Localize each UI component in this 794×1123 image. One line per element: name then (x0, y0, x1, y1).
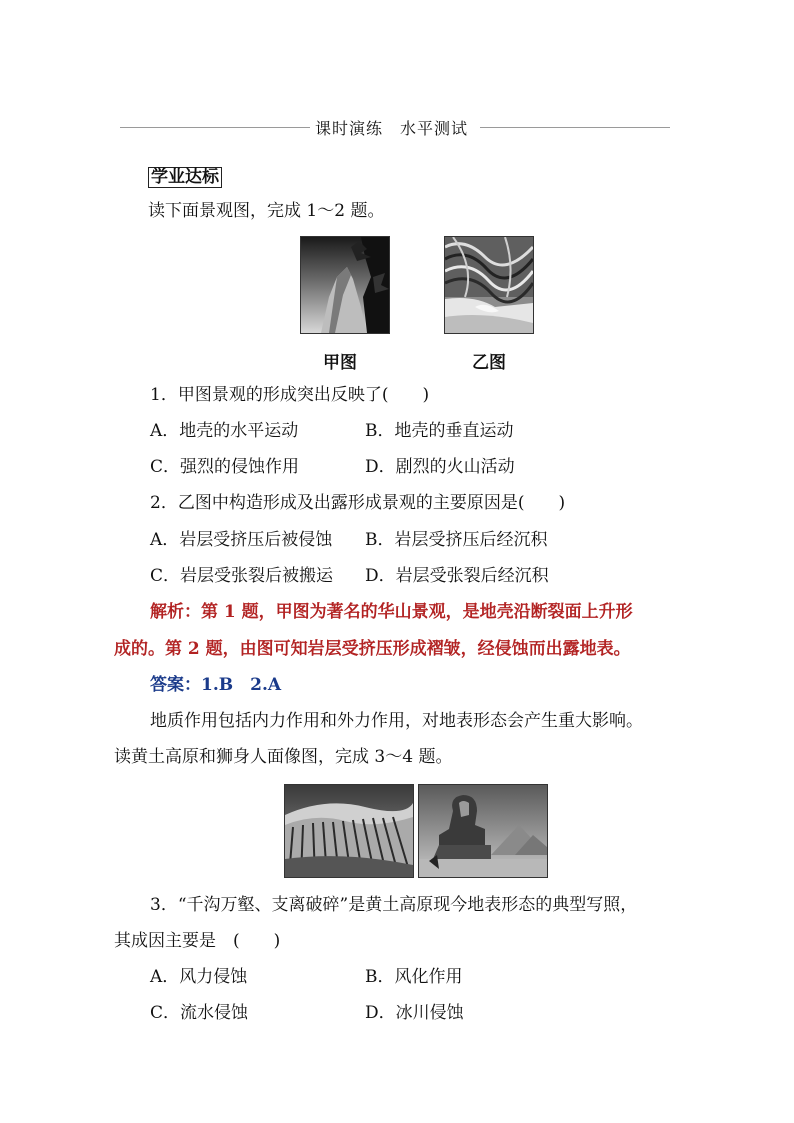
q2-option-d: D．岩层受张裂后经沉积 (365, 566, 549, 586)
caption-yi: 乙图 (472, 353, 506, 373)
q3-option-b: B．风化作用 (365, 967, 463, 987)
answer-value: 1.B 2.A (201, 675, 282, 695)
q1-option-c: C．强烈的侵蚀作用 (150, 457, 300, 477)
q1-stem: 1．甲图景观的形成突出反映了( ) (150, 385, 430, 405)
analysis-line-2: 成的。第 2 题，由图可知岩层受挤压形成褶皱，经侵蚀而出露地表。 (114, 639, 631, 659)
answer-line (150, 674, 281, 696)
answer-label: 答案： (150, 675, 201, 695)
analysis-line-1 (150, 601, 633, 623)
q1-option-b: B．地壳的垂直运动 (365, 421, 514, 441)
caption-jia: 甲图 (323, 353, 357, 373)
q3-stem-line-1: 3．“千沟万壑、支离破碎”是黄土高原现今地表形态的典型写照， (150, 895, 638, 915)
q1-option-d: D．剧烈的火山活动 (365, 457, 515, 477)
photo-sphinx (418, 784, 548, 878)
page-header-title: 课时演练 水平测试 (315, 119, 469, 138)
q1-option-a: A．地壳的水平运动 (150, 421, 299, 441)
analysis-label: 解析： (150, 602, 201, 622)
q3-option-d: D．冰川侵蚀 (365, 1003, 464, 1023)
q2-option-a: A．岩层受挤压后被侵蚀 (150, 530, 333, 550)
header-rule-right (480, 127, 670, 128)
intro2-line-1: 地质作用包括内力作用和外力作用，对地表形态会产生重大影响。 (150, 711, 643, 731)
photo-jia-huashan (300, 236, 390, 334)
q2-stem: 2．乙图中构造形成及出露形成景观的主要原因是( ) (150, 493, 566, 513)
analysis-text-1: 第 1 题，甲图为著名的华山景观，是地壳沿断裂面上升形 (201, 602, 633, 622)
intro-q1-2: 读下面景观图，完成 1～2 题。 (148, 201, 385, 221)
q2-option-b: B．岩层受挤压后经沉积 (365, 530, 548, 550)
photo-yi-folded-strata (444, 236, 534, 334)
header-rule-left (120, 127, 310, 128)
section-tag: 学业达标 (148, 167, 222, 188)
q3-stem-line-2: 其成因主要是 ( ) (114, 931, 281, 951)
intro2-line-2: 读黄土高原和狮身人面像图，完成 3～4 题。 (114, 747, 453, 767)
q2-option-c: C．岩层受张裂后被搬运 (150, 566, 334, 586)
q3-option-a: A．风力侵蚀 (150, 967, 248, 987)
q3-option-c: C．流水侵蚀 (150, 1003, 249, 1023)
photo-loess-plateau (284, 784, 414, 878)
